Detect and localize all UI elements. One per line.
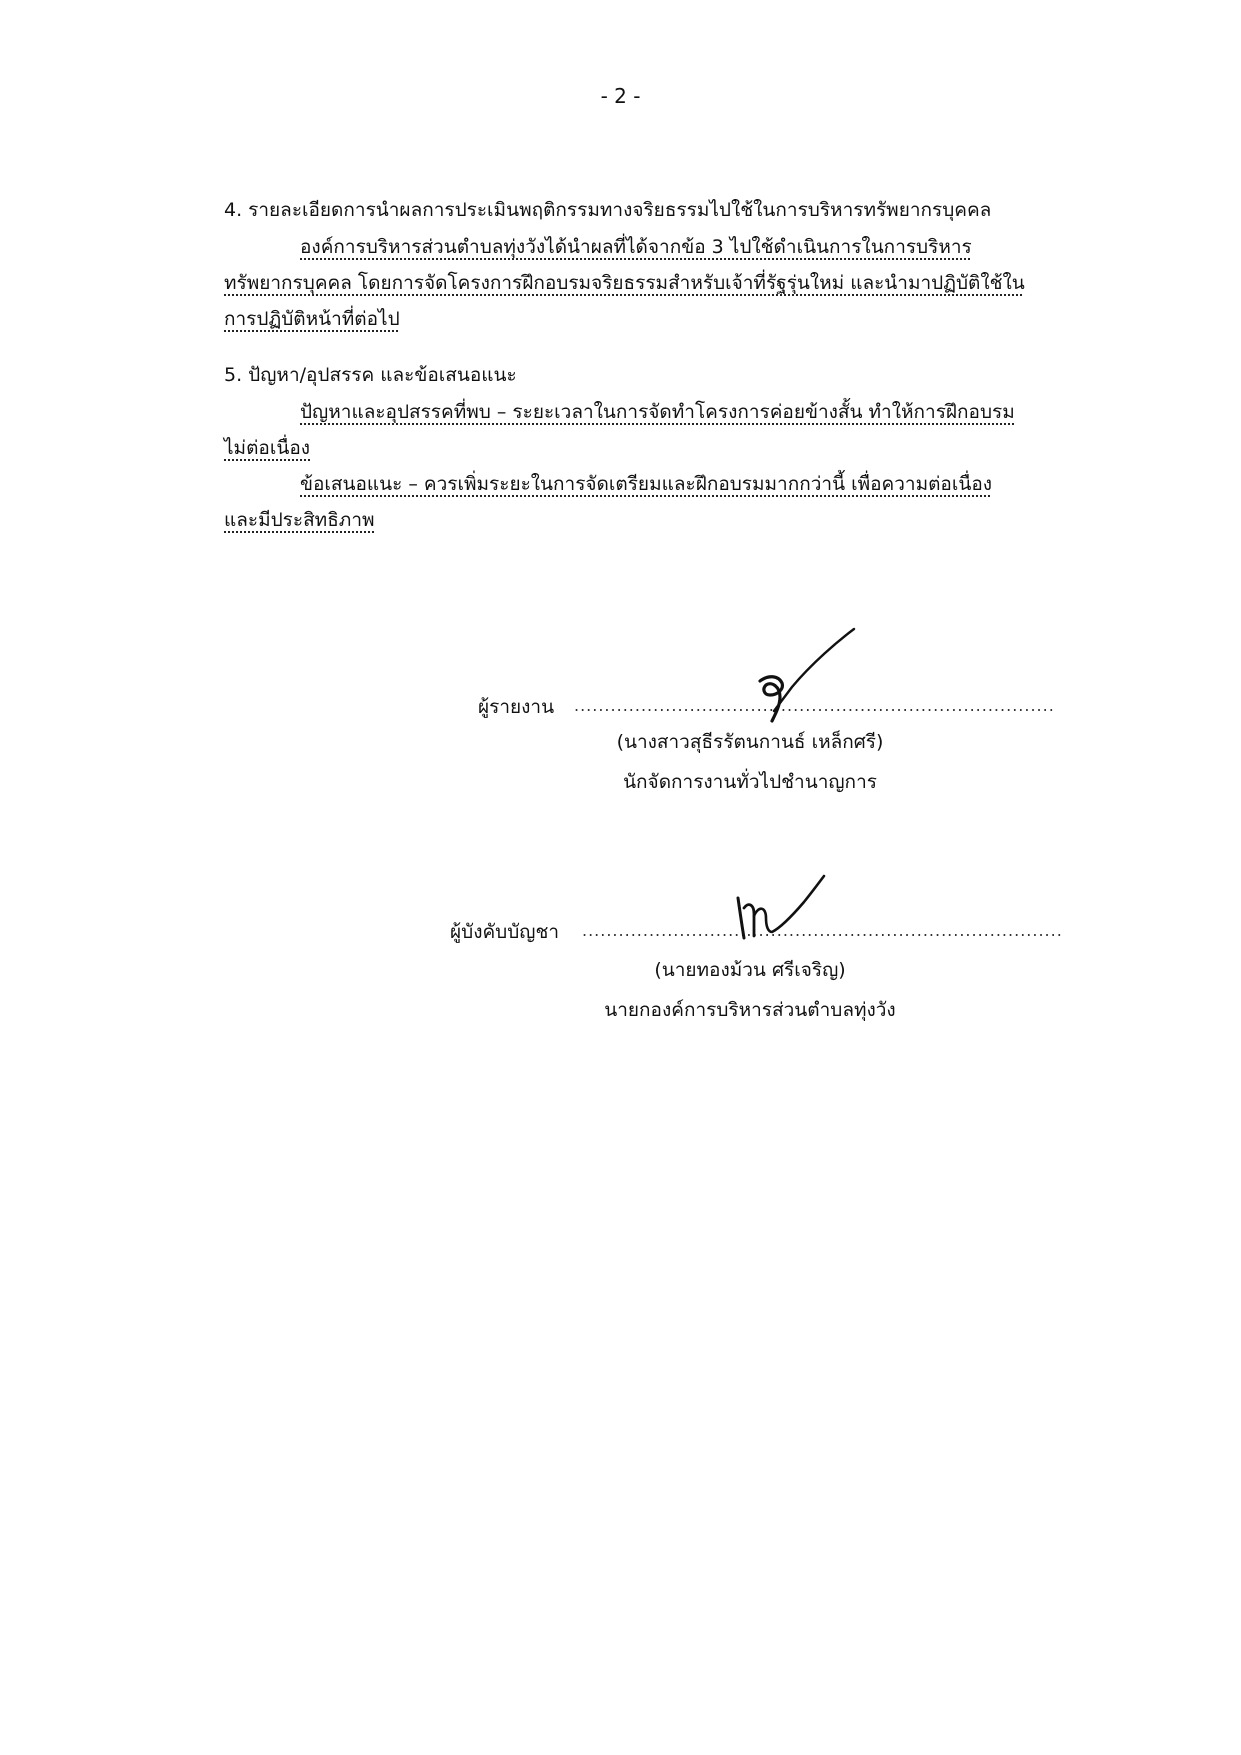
section-5-heading: 5. ปัญหา/อุปสรรค และข้อเสนอแนะ — [224, 364, 517, 386]
supervisor-name: (นายทองม้วน ศรีเจริญ) — [654, 959, 846, 981]
section-5-problem-line — [224, 394, 1090, 430]
section-5-suggestion-line — [224, 466, 1090, 502]
supervisor-label: ผู้บังคับบัญชา — [450, 921, 560, 943]
section-4 — [224, 193, 1090, 337]
suggestion-text: ข้อเสนอแนะ – ควรเพิ่มระยะในการจัดเตรียมและฝึกอบรมมากกว่านี้ เพื่อความต่อเนื่อง — [300, 473, 993, 495]
section-5-suggestion-line — [224, 502, 1090, 538]
page-number: - 2 - — [600, 84, 641, 108]
section-4-text: ทรัพยากรบุคคล โดยการจัดโครงการฝึกอบรมจริยธรรมสำหรับเจ้าที่รัฐรุ่นใหม่ และนำมาปฏิบัติใช้ใน — [224, 272, 1025, 294]
section-4-line — [224, 301, 1090, 337]
reporter-signature-line: ............................................................................... — [574, 696, 1055, 715]
reporter-signature — [720, 625, 860, 725]
section-4-text: องค์การบริหารส่วนตำบลทุ่งวังได้นำผลที่ได้จากข้อ 3 ไปใช้ดำเนินการในการบริหาร — [300, 236, 972, 258]
suggestion-text: และมีประสิทธิภาพ — [224, 509, 375, 531]
section-5 — [224, 358, 1090, 538]
reporter-position: นักจัดการงานทั่วไปชำนาญการ — [623, 771, 877, 793]
section-4-line — [224, 229, 1090, 265]
section-4-heading: 4. รายละเอียดการนำผลการประเมินพฤติกรรมทางจริยธรรมไปใช้ในการบริหารทรัพยากรบุคคล — [224, 199, 992, 221]
section-4-line — [224, 265, 1090, 301]
supervisor-position: นายกองค์การบริหารส่วนตำบลทุ่งวัง — [604, 999, 896, 1021]
section-4-text: การปฏิบัติหน้าที่ต่อไป — [224, 308, 400, 330]
problem-text: ไม่ต่อเนื่อง — [224, 437, 311, 459]
supervisor-signature — [726, 868, 836, 948]
reporter-name: (นางสาวสุธีรรัตนกานธ์ เหล็กศรี) — [616, 731, 884, 753]
reporter-label: ผู้รายงาน — [478, 696, 555, 718]
problem-text: ปัญหาและอุปสรรคที่พบ – ระยะเวลาในการจัดทำโครงการค่อยข้างสั้น ทำให้การฝึกอบรม — [300, 401, 1015, 423]
supervisor-signature-line: ............................................................................... — [582, 921, 1063, 940]
section-5-problem-line — [224, 430, 1090, 466]
